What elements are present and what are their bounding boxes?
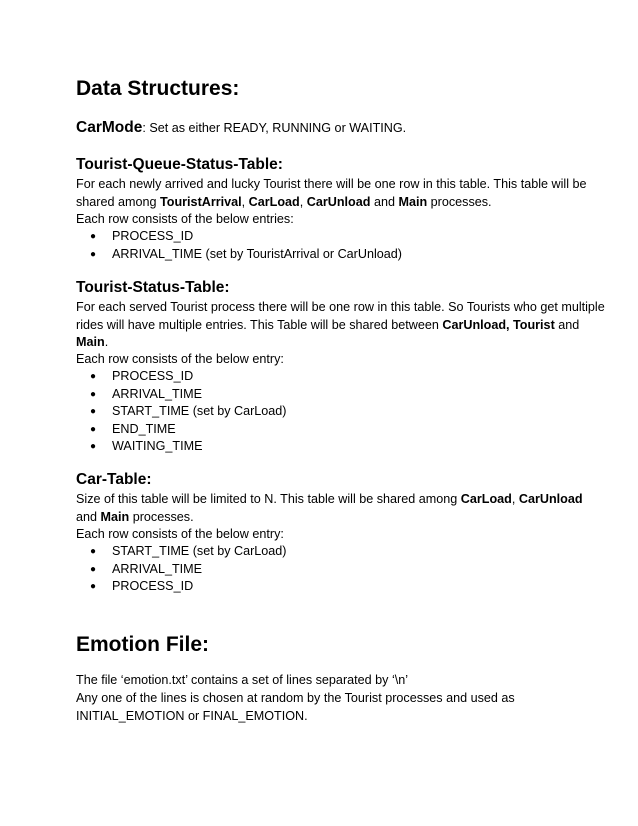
list-item: ● ARRIVAL_TIME <box>90 386 287 404</box>
bold-term: CarUnload <box>518 492 583 506</box>
text-run: processes. <box>129 509 194 524</box>
tourist-queue-entries-intro: Each row consists of the below entries: <box>76 212 294 226</box>
bold-term: CarLoad <box>460 492 512 506</box>
tourist-queue-description <box>76 176 606 211</box>
bold-term: Main <box>398 194 428 209</box>
tourist-status-description <box>76 299 606 352</box>
text-run: and <box>370 194 399 209</box>
bold-term: CarUnload, Tourist <box>442 317 555 332</box>
list-item: ● START_TIME (set by CarLoad) <box>90 543 287 561</box>
heading-tourist-status-table: Tourist-Status-Table: <box>76 279 230 296</box>
text-run: , <box>511 492 519 506</box>
bold-term: CarUnload <box>306 194 371 209</box>
list-item: ● PROCESS_ID <box>90 228 402 246</box>
car-table-entries-intro: Each row consists of the below entry: <box>76 527 284 541</box>
car-table-entries-list <box>90 543 287 596</box>
text-run: For each newly arrived and lucky Tourist there will be one row in this table. This table will be shared among <box>76 177 587 209</box>
carmode-line <box>76 118 406 138</box>
bold-term: Main <box>76 335 105 350</box>
list-item: ● PROCESS_ID <box>90 578 287 596</box>
text-run: For each served Tourist process there will be one row in this table. So Tourists who get multiple rides will have multiple entries. This Table will be shared between <box>76 300 605 332</box>
emotion-line-2: Any one of the lines is chosen at random by the Tourist processes and used as INITIAL_EMOTION or FINAL_EMOTION. <box>76 691 515 723</box>
carmode-text: : Set as either READY, RUNNING or WAITING. <box>142 121 407 135</box>
list-item: ● ARRIVAL_TIME <box>90 561 287 579</box>
tourist-queue-entries-list <box>90 228 402 263</box>
emotion-line-1: The file ‘emotion.txt’ contains a set of lines separated by ‘\n’ <box>76 673 409 687</box>
tourist-status-entries-list <box>90 368 287 456</box>
list-item: ● ARRIVAL_TIME (set by TouristArrival or CarUnload) <box>90 246 402 264</box>
heading-emotion-file: Emotion File: <box>76 633 209 656</box>
text-run: processes. <box>427 194 492 209</box>
list-item: ● WAITING_TIME <box>90 438 287 456</box>
bold-term: CarLoad <box>248 194 300 209</box>
bold-term: Main <box>100 509 130 524</box>
car-table-description <box>76 491 606 526</box>
heading-data-structures: Data Structures: <box>76 77 240 100</box>
list-item: ● PROCESS_ID <box>90 368 287 386</box>
text-run: , <box>241 194 249 209</box>
heading-car-table: Car-Table: <box>76 471 152 488</box>
list-item: ● END_TIME <box>90 421 287 439</box>
heading-tourist-queue-status-table: Tourist-Queue-Status-Table: <box>76 156 283 173</box>
text-run: and <box>76 509 101 524</box>
carmode-label: CarMode <box>76 119 143 136</box>
tourist-status-entries-intro: Each row consists of the below entry: <box>76 352 284 366</box>
text-run: , <box>299 194 307 209</box>
text-run: Size of this table will be limited to N. This table will be shared among <box>76 492 461 506</box>
text-run: . <box>104 335 109 350</box>
list-item: ● START_TIME (set by CarLoad) <box>90 403 287 421</box>
text-run: and <box>554 317 580 332</box>
bold-term: TouristArrival <box>160 194 242 209</box>
